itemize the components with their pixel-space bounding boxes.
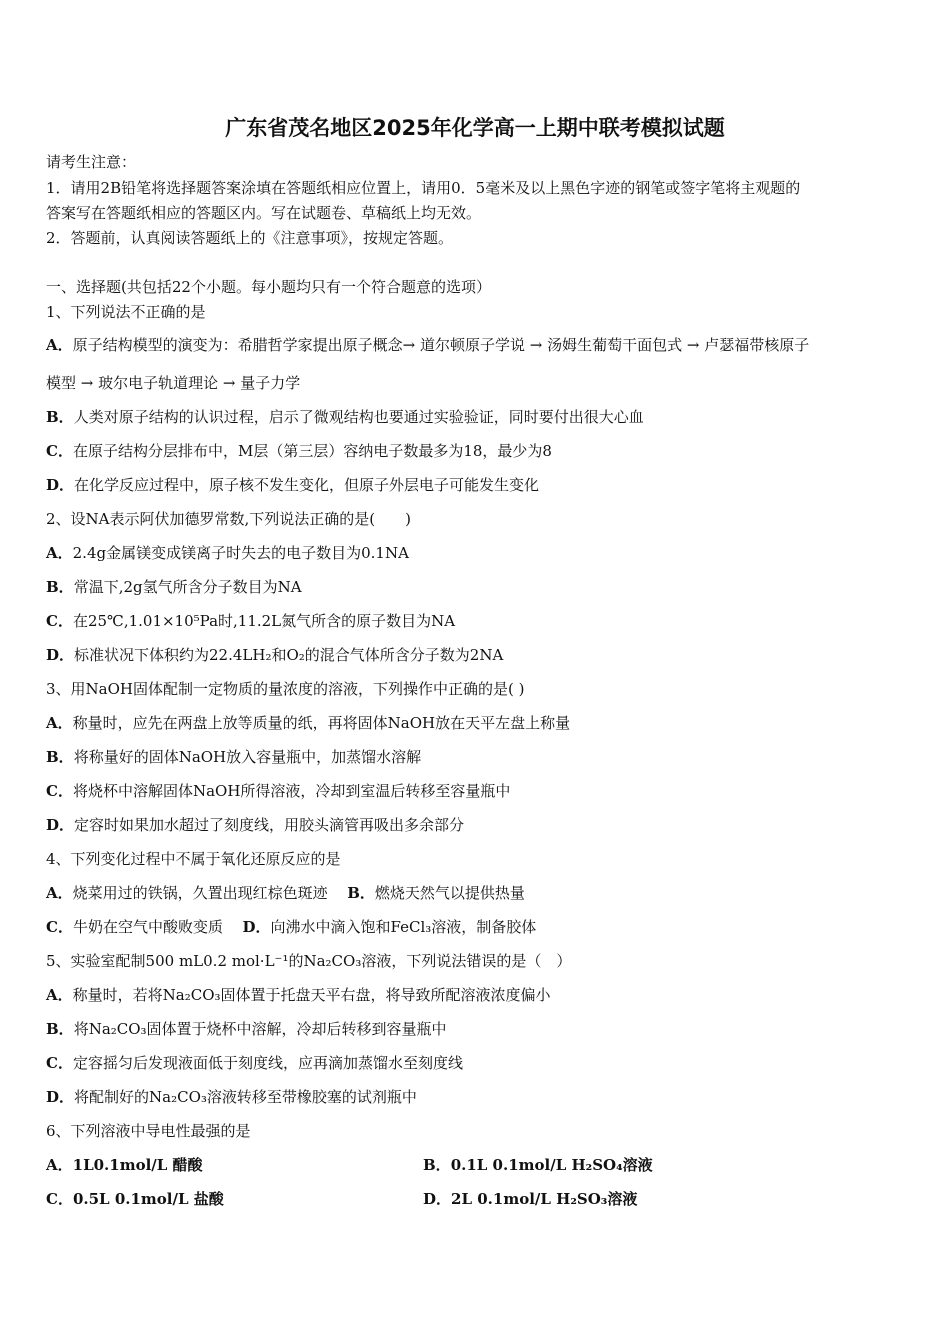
option-label: A． [46, 884, 73, 902]
option-label: C． [46, 918, 73, 936]
question-3-option-a [46, 713, 570, 733]
question-1-stem: 1、下列说法不正确的是 [46, 303, 206, 321]
question-6-options-ab [46, 1155, 906, 1175]
question-5-stem: 5、实验室配制500 mL0.2 mol·L⁻¹的Na₂CO₃溶液，下列说法错误的是（ ） [46, 952, 572, 970]
question-5-option-d [46, 1087, 417, 1107]
notice-item-1: 1．请用2B铅笔将选择题答案涂填在答题纸相应位置上，请用0．5毫米及以上黑色字迹的钢笔或签字笔将主观题的 [46, 179, 801, 197]
question-2-option-a [46, 543, 409, 563]
question-5-option-b [46, 1019, 447, 1039]
option-text: 向沸水中滴入饱和FeCl₃溶液，制备胶体 [270, 918, 537, 936]
option-label: A． [46, 714, 73, 732]
question-5-option-a [46, 985, 551, 1005]
question-5-option-c [46, 1053, 463, 1073]
option-label: D． [46, 476, 75, 494]
option-text: 2.4g金属镁变成镁离子时失去的电子数目为0.1NA [72, 544, 409, 562]
section-heading: 一、选择题(共包括22个小题。每小题均只有一个符合题意的选项） [46, 278, 491, 296]
option-text: 定容摇匀后发现液面低于刻度线，应再滴加蒸馏水至刻度线 [72, 1054, 463, 1072]
option-label: D． [46, 816, 75, 834]
option-text: 将配制好的Na₂CO₃溶液转移至带橡胶塞的试剂瓶中 [74, 1088, 417, 1106]
option-label: B． [423, 1156, 451, 1174]
notice-heading: 请考生注意： [46, 153, 137, 171]
option-text: 在化学反应过程中，原子核不发生变化，但原子外层电子可能发生变化 [74, 476, 540, 494]
option-label: C． [46, 1054, 73, 1072]
question-2-option-b [46, 577, 302, 597]
option-label: C． [46, 782, 73, 800]
option-label: B． [46, 1020, 74, 1038]
option-text: 燃烧天然气以提供热量 [374, 884, 525, 902]
option-label: A． [46, 1156, 73, 1174]
question-1-option-b [46, 407, 644, 427]
option-text: 将Na₂CO₃固体置于烧杯中溶解，冷却后转移到容量瓶中 [73, 1020, 447, 1038]
option-text: 2L 0.1mol/L H₂SO₃溶液 [451, 1190, 638, 1208]
option-label: D． [242, 918, 271, 936]
option-label: B． [46, 408, 74, 426]
option-d-col [423, 1189, 637, 1209]
question-2-stem: 2、设NA表示阿伏加德罗常数,下列说法正确的是( ) [46, 510, 411, 528]
question-1-option-a-cont: 模型 → 玻尔电子轨道理论 → 量子力学 [46, 374, 301, 392]
notice-item-2: 2．答题前，认真阅读答题纸上的《注意事项》，按规定答题。 [46, 229, 454, 247]
question-2-option-d [46, 645, 503, 665]
option-text: 标准状况下体积约为22.4LH₂和O₂的混合气体所含分子数为2NA [74, 646, 504, 664]
option-label: D． [46, 1088, 75, 1106]
notice-item-1-cont: 答案写在答题纸相应的答题区内。写在试题卷、草稿纸上均无效。 [46, 204, 482, 222]
option-text: 常温下,2g氢气所含分子数目为NA [73, 578, 302, 596]
option-label: A． [46, 336, 73, 354]
question-4-options-ab [46, 883, 525, 903]
option-text: 将称量好的固体NaOH放入容量瓶中，加蒸馏水溶解 [73, 748, 422, 766]
option-label: B． [46, 748, 74, 766]
option-label: A． [46, 986, 73, 1004]
option-label: B． [347, 884, 375, 902]
option-text: 在25℃,1.01×10⁵Pa时,11.2L氮气所含的原子数目为NA [72, 612, 456, 630]
option-label: C． [46, 1190, 73, 1208]
question-6-stem: 6、下列溶液中导电性最强的是 [46, 1122, 251, 1140]
question-4-stem: 4、下列变化过程中不属于氧化还原反应的是 [46, 850, 341, 868]
option-text: 定容时如果加水超过了刻度线，用胶头滴管再吸出多余部分 [74, 816, 465, 834]
option-text: 人类对原子结构的认识过程，启示了微观结构也要通过实验验证，同时要付出很大心血 [73, 408, 644, 426]
option-label: D． [46, 646, 75, 664]
question-3-stem: 3、用NaOH固体配制一定物质的量浓度的溶液，下列操作中正确的是( ) [46, 680, 525, 698]
option-text: 0.5L 0.1mol/L 盐酸 [72, 1190, 224, 1208]
question-2-option-c [46, 611, 455, 631]
option-label: A． [46, 544, 73, 562]
option-text: 称量时，应先在两盘上放等质量的纸，再将固体NaOH放在天平左盘上称量 [72, 714, 571, 732]
question-4-options-cd [46, 917, 536, 937]
option-text: 烧菜用过的铁锅，久置出现红棕色斑迹 [72, 884, 328, 902]
question-3-option-c [46, 781, 510, 801]
page-title: 广东省茂名地区2025年化学高一上期中联考模拟试题 [225, 116, 725, 140]
question-3-option-b [46, 747, 421, 767]
option-text: 原子结构模型的演变为：希腊哲学家提出原子概念→ 道尔顿原子学说 → 汤姆生葡萄干面包式 → 卢瑟福带核原子 [72, 336, 810, 354]
question-1-option-a [46, 335, 809, 355]
option-text: 0.1L 0.1mol/L H₂SO₄溶液 [450, 1156, 653, 1174]
option-b-col [423, 1155, 653, 1175]
option-text: 牛奶在空气中酸败变质 [72, 918, 223, 936]
option-text: 将烧杯中溶解固体NaOH所得溶液，冷却到室温后转移至容量瓶中 [72, 782, 511, 800]
option-label: C． [46, 442, 73, 460]
option-label: D． [423, 1190, 452, 1208]
option-label: C． [46, 612, 73, 630]
option-text: 称量时，若将Na₂CO₃固体置于托盘天平右盘，将导致所配溶液浓度偏小 [72, 986, 551, 1004]
question-1-option-d [46, 475, 539, 495]
question-6-options-cd [46, 1189, 906, 1209]
question-3-option-d [46, 815, 464, 835]
option-label: B． [46, 578, 74, 596]
option-text: 在原子结构分层排布中，M层（第三层）容纳电子数最多为18，最少为8 [72, 442, 552, 460]
option-text: 1L0.1mol/L 醋酸 [72, 1156, 203, 1174]
question-1-option-c [46, 441, 552, 461]
